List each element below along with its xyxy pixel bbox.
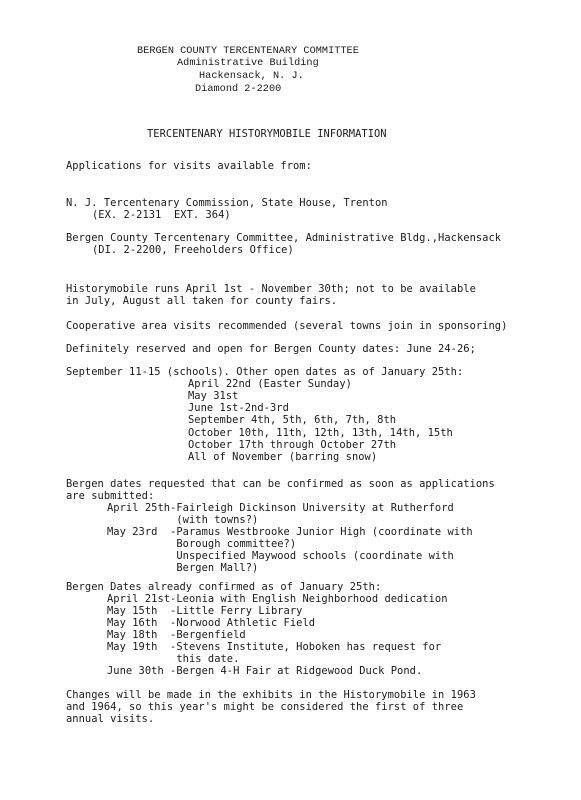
requested-line-2: are submitted: [66, 490, 155, 502]
letterhead-phone: Diamond 2-2200 [195, 84, 282, 95]
requested-entry: May 23rd -Paramus Westbrooke Junior High (coordinate with [107, 526, 473, 538]
confirmed-entry: April 21st-Leonia with English Neighborhood dedication [107, 593, 448, 605]
letterhead-building: Administrative Building [177, 58, 319, 69]
source-1-line-1: N. J. Tercentenary Commission, State House, Trenton [66, 197, 388, 209]
cooperative-note: Cooperative area visits recommended (several towns join in sponsoring) [66, 320, 508, 332]
september-dates: September 11-15 (schools). Other open dates as of January 25th: [66, 366, 464, 378]
open-date-item: All of November (barring snow) [188, 451, 378, 463]
confirmed-entry: May 19th -Stevens Institute, Hoboken has request for [107, 641, 442, 653]
source-2-line-1: Bergen County Tercentenary Committee, Administrative Bldg.,Hackensack [66, 232, 502, 244]
confirmed-entry: this date. [107, 653, 240, 665]
runs-line-2: in July, August all taken for county fairs. [66, 295, 338, 307]
source-1-line-2: (EX. 2-2131 EXT. 364) [92, 209, 231, 221]
requested-entry: April 25th-Fairleigh Dickinson University at Rutherford [107, 502, 454, 514]
open-date-item: April 22nd (Easter Sunday) [188, 378, 352, 390]
open-date-item: June 1st-2nd-3rd [188, 402, 289, 414]
requested-entry: (with towns?) [107, 514, 259, 526]
open-date-item: October 17th through October 27th [188, 439, 397, 451]
confirmed-entry: June 30th -Bergen 4-H Fair at Ridgewood Duck Pond. [107, 665, 423, 677]
confirmed-heading: Bergen Dates already confirmed as of January 25th: [66, 581, 382, 593]
open-date-item: May 31st [188, 390, 239, 402]
requested-entry: Unspecified Maywood schools (coordinate with [107, 550, 454, 562]
changes-line-2: and 1964, so this year's might be considered the first of three [66, 701, 464, 713]
changes-line-1: Changes will be made in the exhibits in the Historymobile in 1963 [66, 689, 476, 701]
runs-line-1: Historymobile runs April 1st - November 30th; not to be available [66, 283, 476, 295]
letterhead-org: BERGEN COUNTY TERCENTENARY COMMITTEE [137, 46, 359, 57]
requested-entry: Borough committee?) [107, 538, 297, 550]
requested-entry: Bergen Mall?) [107, 562, 259, 574]
confirmed-entry: May 15th -Little Ferry Library [107, 605, 303, 617]
requested-line-1: Bergen dates requested that can be confirmed as soon as applications [66, 478, 495, 490]
confirmed-entry: May 18th -Bergenfield [107, 629, 246, 641]
confirmed-entry: May 16th -Norwood Athletic Field [107, 617, 316, 629]
page-title: TERCENTENARY HISTORYMOBILE INFORMATION [147, 128, 387, 140]
open-date-item: September 4th, 5th, 6th, 7th, 8th [188, 414, 397, 426]
source-2-line-2: (DI. 2-2200, Freeholders Office) [92, 244, 294, 256]
letterhead-city: Hackensack, N. J. [199, 71, 304, 82]
changes-line-3: annual visits. [66, 713, 155, 725]
reserved-dates: Definitely reserved and open for Bergen County dates: June 24-26; [66, 343, 476, 355]
open-date-item: October 10th, 11th, 12th, 13th, 14th, 15th [188, 427, 453, 439]
applications-intro: Applications for visits available from: [66, 160, 312, 172]
